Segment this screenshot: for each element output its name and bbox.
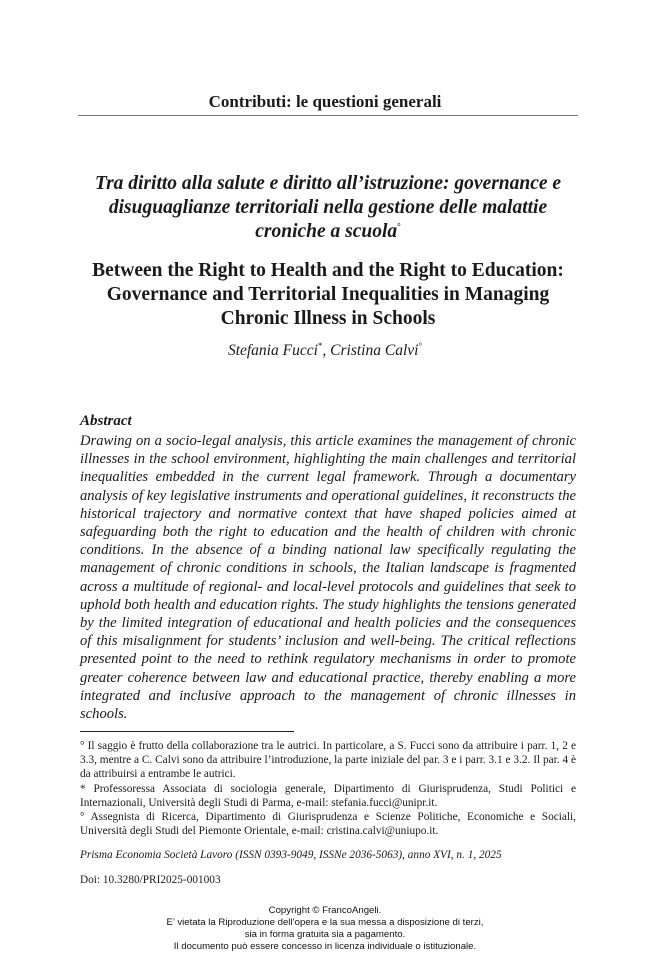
header-rule	[78, 115, 578, 116]
title-italian	[80, 172, 576, 244]
copyright-notice	[0, 905, 650, 953]
doi: Doi: 10.3280/PRI2025-001003	[80, 874, 221, 886]
author-mark: *	[317, 340, 323, 351]
authors	[0, 342, 650, 360]
title-footnote-mark: °	[397, 221, 401, 232]
title-italian-text: Tra diritto alla salute e diritto all’istruzione: governance e disuguaglianze territoriali nella gestione delle malattie croniche a scuola	[94, 173, 562, 242]
author-mark: °	[418, 340, 423, 351]
title-english: Between the Right to Health and the Right to Education: Governance and Territorial Inequalities in Managing Chronic Illness in Schools	[92, 260, 564, 329]
abstract-heading: Abstract	[80, 413, 132, 429]
footnote-rule	[80, 731, 294, 732]
author-name: Cristina Calvi	[330, 342, 419, 359]
footnotes	[80, 739, 576, 838]
copyright-line: Il documento può essere concesso in licenza individuale o istituzionale.	[173, 941, 477, 952]
copyright-line: sia in forma gratuita sia a pagamento.	[244, 929, 406, 940]
author-name: Stefania Fucci	[227, 342, 318, 359]
section-header: Contributi: le questioni generali	[208, 92, 442, 111]
journal-citation: Prisma Economia Società Lavoro (ISSN 0393-9049, ISSNe 2036-5063), anno XVI, n. 1, 2025	[80, 849, 502, 861]
footnote: ° Assegnista di Ricerca, Dipartimento di Giurisprudenza e Scienze Politiche, Economiche e Sociali, Università degli Studi del Piemonte Orientale, e-mail: cristina.calvi@uniupo.it.	[80, 811, 576, 838]
copyright-line: E’ vietata la Riproduzione dell’opera e la sua messa a disposizione di terzi,	[166, 917, 484, 928]
footnote: ° Il saggio è frutto della collaborazione tra le autrici. In particolare, a S. Fucci sono da attribuire i parr. 1, 2 e 3.3, mentre a C. Calvi sono da attribuire l’introduzione, la parte iniziale del par. 3 e i parr. 3.1 e 3.2. Il par. 4 è da attribuirsi a entrambe le autrici.	[80, 740, 576, 781]
abstract-text: Drawing on a socio-legal analysis, this article examines the management of chronic illnesses in the school environment, highlighting the main challenges and territorial inequalities embedded in the current legal framework. Through a documentary analysis of key legislative instruments and operational guidelines, it reconstructs the historical trajectory and normative context that have shaped policies aimed at safeguarding both the right to education and the health of children with chronic conditions. In the absence of a binding national law specifically regulating the management of chronic conditions in schools, the Italian landscape is fragmented across a multitude of regional- and local-level protocols and guidelines that seek to uphold both health and education rights. The study highlights the tensions generated by the limited integration of educational and health policies and the consequences of this misalignment for students’ inclusion and well-being. The critical reflections presented point to the need to rethink regulatory mechanisms in order to promote greater coherence between law and educational practice, thereby enabling a more integrated and inclusive approach to the management of chronic illnesses in schools.	[80, 433, 576, 723]
author-separator: ,	[322, 342, 331, 359]
footnote: * Professoressa Associata di sociologia generale, Dipartimento di Giurisprudenza, Studi Politici e Internazionali, Università degli Studi di Parma, e-mail: stefania.fucci@unipr.it.	[80, 782, 576, 809]
copyright-line: Copyright © FrancoAngeli.	[268, 905, 382, 916]
